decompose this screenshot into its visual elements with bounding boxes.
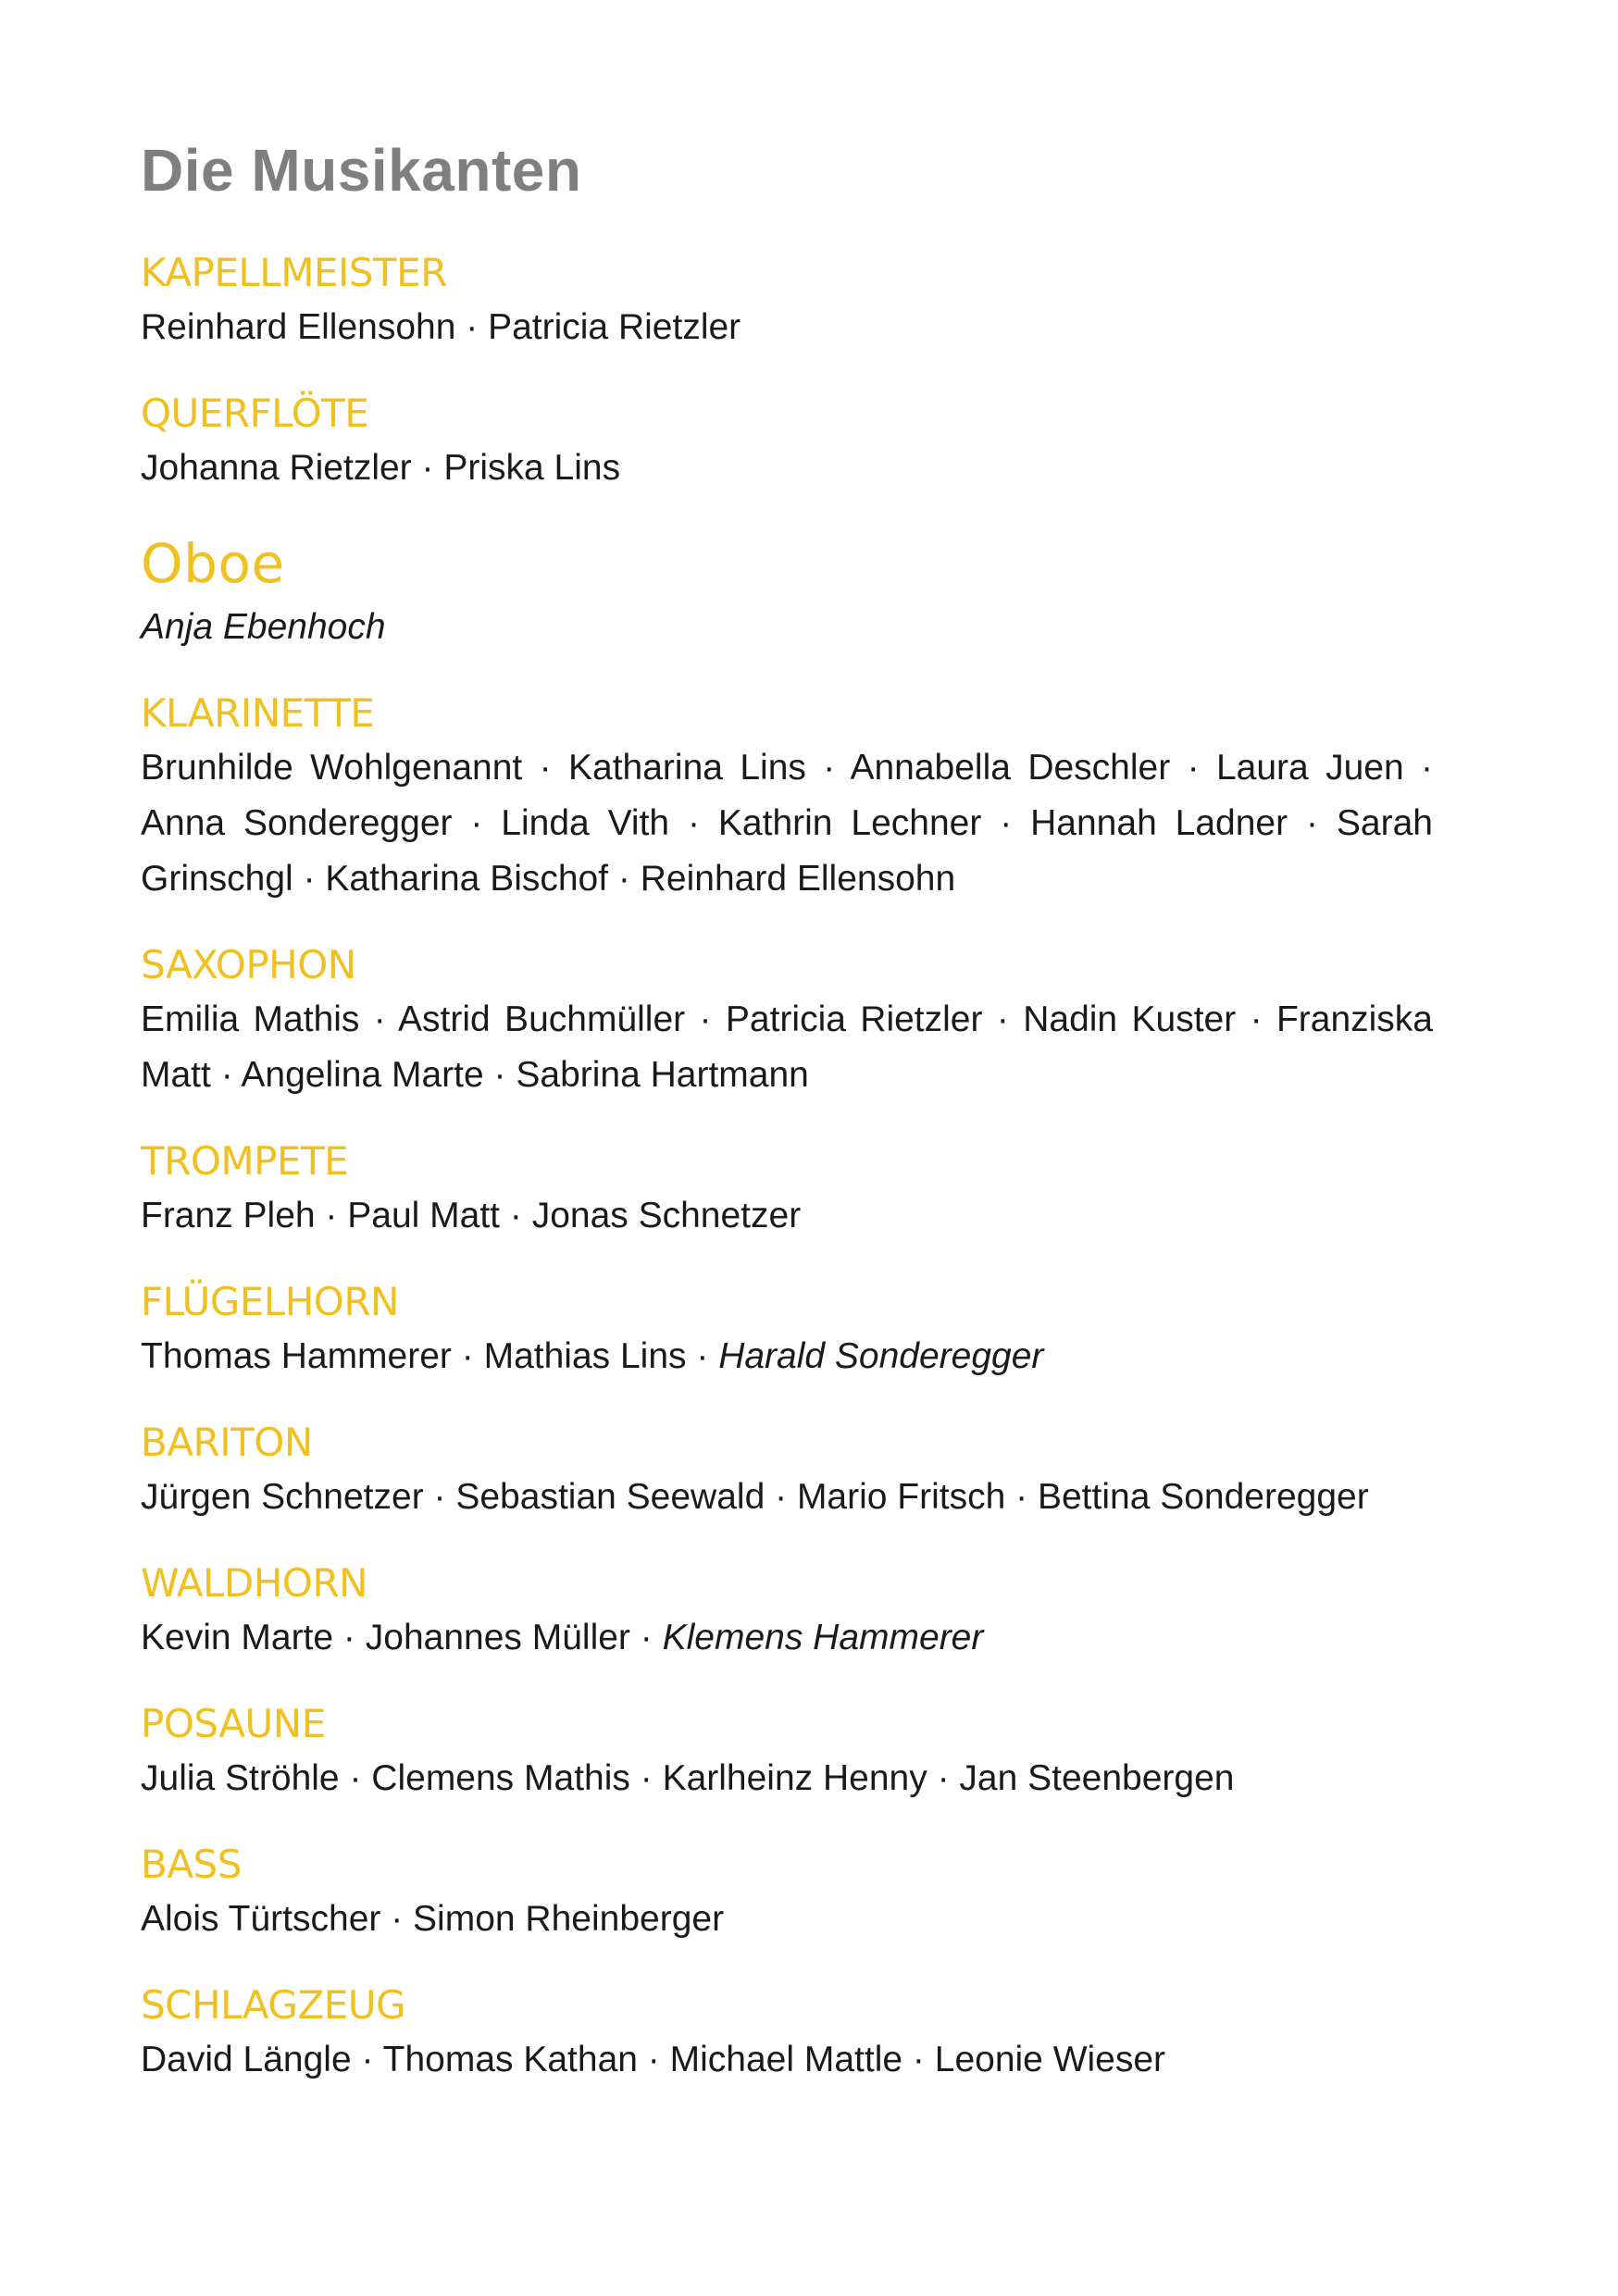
member-name: Linda Vith [501, 802, 670, 843]
name-separator: · [522, 747, 569, 788]
name-separator: · [1005, 1476, 1038, 1517]
member-name: Katharina Bischof [325, 858, 609, 899]
member-list [141, 1188, 1433, 1244]
section-schlagzeug [141, 1979, 1433, 2088]
section-heading: FLÜGELHORN [141, 1278, 399, 1324]
name-separator: · [333, 1617, 366, 1657]
member-name: Reinhard Ellensohn [141, 306, 456, 347]
member-list [141, 1470, 1433, 1525]
name-separator: · [455, 306, 489, 347]
member-name: Johannes Müller [365, 1617, 630, 1657]
name-separator: · [669, 802, 718, 843]
section-posaune [141, 1697, 1433, 1806]
member-list [141, 441, 1433, 496]
member-list [141, 600, 1433, 655]
name-separator: · [805, 747, 851, 788]
member-name: Jonas Schnetzer [531, 1195, 802, 1235]
name-separator: · [981, 802, 1031, 843]
section-trompete [141, 1135, 1433, 1244]
member-list [141, 992, 1433, 1103]
member-name: Patricia Rietzler [488, 306, 741, 347]
member-list [141, 300, 1433, 355]
section-oboe [141, 527, 1433, 655]
section-heading: BASS [141, 1841, 242, 1887]
name-separator: · [380, 1898, 414, 1939]
musician-sections [141, 246, 1433, 2088]
member-list [141, 740, 1433, 907]
member-name: Alois Türtscher [141, 1898, 381, 1939]
name-separator: · [982, 999, 1024, 1039]
member-name: Leonie Wieser [934, 2039, 1166, 2079]
member-name: Franz Pleh [141, 1195, 316, 1235]
name-separator: · [1403, 747, 1433, 788]
section-bass [141, 1838, 1433, 1947]
name-separator: · [608, 858, 641, 899]
member-name: Clemens Mathis [371, 1757, 630, 1798]
member-name: Nadin Kuster [1023, 999, 1237, 1039]
section-bariton [141, 1416, 1433, 1525]
member-name: Jan Steenbergen [959, 1757, 1235, 1798]
member-name: Sarah Grinschgl [141, 802, 1433, 899]
member-name: Sabrina Hartmann [516, 1054, 809, 1095]
member-name: Mario Fritsch [796, 1476, 1006, 1517]
member-name: Annabella Deschler [850, 747, 1171, 788]
name-separator: · [500, 1195, 532, 1235]
section-saxophon [141, 938, 1433, 1103]
section-querflöte [141, 387, 1433, 496]
member-name: Thomas Kathan [382, 2039, 638, 2079]
member-name: Karlheinz Henny [662, 1757, 927, 1798]
section-heading: SAXOPHON [141, 941, 356, 987]
name-separator: · [629, 1617, 663, 1657]
member-list [141, 1892, 1433, 1947]
member-name: Anna Sonderegger [141, 802, 453, 843]
member-name: Paul Matt [347, 1195, 501, 1235]
name-separator: · [423, 1476, 456, 1517]
name-separator: · [210, 1054, 242, 1095]
member-name: Jürgen Schnetzer [141, 1476, 424, 1517]
section-heading: WALDHORN [141, 1559, 367, 1606]
name-separator: · [452, 802, 502, 843]
name-separator: · [483, 1054, 517, 1095]
member-name: Patricia Rietzler [725, 999, 983, 1039]
name-separator: · [1170, 747, 1216, 788]
name-separator: · [902, 2039, 935, 2079]
name-separator: · [411, 447, 444, 488]
name-separator: · [927, 1757, 960, 1798]
member-name: Franziska Matt [141, 999, 1433, 1095]
member-name: Kevin Marte [141, 1617, 334, 1657]
name-separator: · [292, 858, 326, 899]
name-separator: · [339, 1757, 372, 1798]
member-name: Bettina Sonderegger [1037, 1476, 1369, 1517]
member-name: Astrid Buchmüller [398, 999, 686, 1039]
section-heading: QUERFLÖTE [141, 390, 369, 436]
section-flügelhorn [141, 1275, 1433, 1384]
name-separator: · [315, 1195, 348, 1235]
member-list [141, 1751, 1433, 1806]
member-name: Thomas Hammerer [141, 1335, 452, 1376]
member-name: Simon Rheinberger [413, 1898, 725, 1939]
section-heading: KLARINETTE [141, 689, 375, 736]
member-name: Julia Ströhle [141, 1757, 340, 1798]
member-name: Johanna Rietzler [141, 447, 412, 488]
member-name: Mathias Lins [483, 1335, 687, 1376]
member-list [141, 2032, 1433, 2088]
member-name: Angelina Marte [241, 1054, 484, 1095]
name-separator: · [629, 1757, 663, 1798]
member-name: Katharina Lins [568, 747, 806, 788]
name-separator: · [686, 1335, 719, 1376]
name-separator: · [1236, 999, 1276, 1039]
member-name: Kathrin Lechner [717, 802, 982, 843]
member-name: Reinhard Ellensohn [640, 858, 956, 899]
member-name: Anja Ebenhoch [141, 606, 386, 647]
section-heading: BARITON [141, 1419, 313, 1465]
name-separator: · [685, 999, 726, 1039]
section-kapellmeister [141, 246, 1433, 355]
name-separator: · [351, 2039, 383, 2079]
section-heading: Oboe [141, 531, 285, 595]
section-klarinette [141, 687, 1433, 907]
member-list [141, 1329, 1433, 1384]
section-heading: POSAUNE [141, 1700, 326, 1746]
section-heading: KAPELLMEISTER [141, 249, 447, 295]
member-name: David Längle [141, 2039, 352, 2079]
member-name: Brunhilde Wohlgenannt [141, 747, 523, 788]
name-separator: · [451, 1335, 484, 1376]
name-separator: · [765, 1476, 797, 1517]
member-name: Harald Sonderegger [718, 1335, 1044, 1376]
member-name: Michael Mattle [669, 2039, 903, 2079]
name-separator: · [1288, 802, 1337, 843]
name-separator: · [359, 999, 398, 1039]
member-list [141, 1610, 1433, 1666]
name-separator: · [637, 2039, 670, 2079]
member-name: Emilia Mathis [141, 999, 360, 1039]
section-waldhorn [141, 1557, 1433, 1666]
section-heading: SCHLAGZEUG [141, 1981, 406, 2028]
member-name: Klemens Hammerer [662, 1617, 984, 1657]
page-title: Die Musikanten [141, 137, 582, 204]
member-name: Priska Lins [443, 447, 621, 488]
member-name: Sebastian Seewald [455, 1476, 765, 1517]
section-heading: TROMPETE [141, 1137, 349, 1184]
member-name: Laura Juen [1215, 747, 1404, 788]
member-name: Hannah Ladner [1030, 802, 1288, 843]
